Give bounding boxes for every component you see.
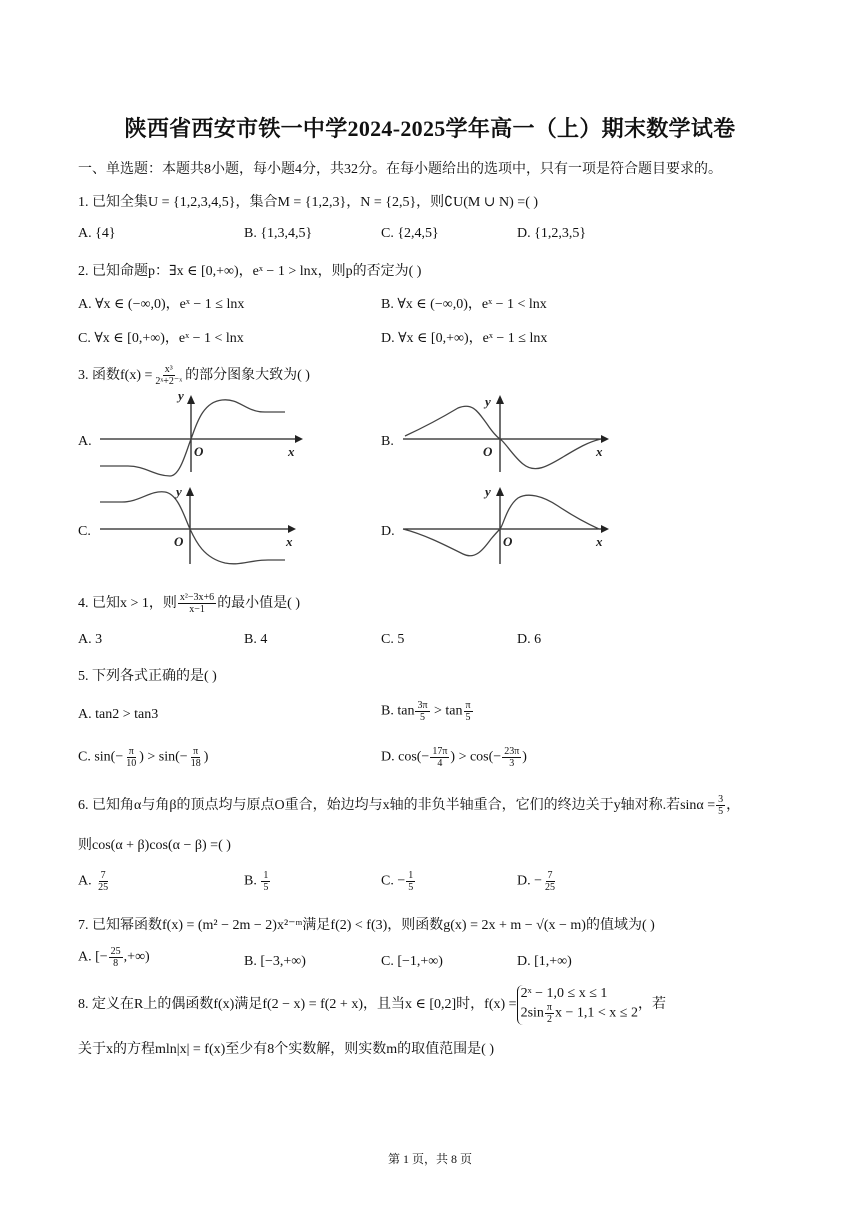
q4-frac-den: x−1 — [189, 604, 205, 616]
frac-num: π — [128, 746, 134, 757]
q3-option-d-label: D. — [381, 524, 395, 539]
frac-num: 1 — [263, 870, 269, 881]
question-6-line-2: 则cos(α + β)cos(α − β) =( ) — [78, 838, 231, 853]
frac-den: 18 — [190, 758, 201, 769]
frac-num: 3π — [417, 700, 428, 711]
q3-graph-d — [403, 484, 613, 564]
q4-option-a: A. 3 — [78, 632, 103, 647]
q6-option-d — [517, 870, 558, 893]
q5-d-end: ) — [522, 749, 527, 765]
question-6-line-1 — [78, 794, 740, 817]
q3-stem-post: 的部分图象大致为( ) — [185, 368, 310, 383]
q3-graph-a — [100, 388, 305, 472]
q8-case-2 — [521, 1002, 638, 1025]
x-label: x — [596, 534, 603, 549]
frac-num: 3 — [718, 794, 724, 806]
q3-option-a-label: A. — [78, 434, 92, 449]
opt-frac — [543, 870, 557, 893]
q5-c-end: ) — [203, 749, 209, 765]
frac-den: 25 — [98, 882, 109, 893]
frac-num: π — [193, 746, 199, 757]
page-title: 陕西省西安市铁一中学2024-2025学年高一（上）期末数学试卷 — [124, 116, 736, 141]
y-axis-arrow — [496, 395, 504, 404]
q6-line1-end: ， — [726, 798, 741, 813]
q3-option-b-label: B. — [381, 434, 394, 449]
q2-option-c: C. ∀x ∈ [0,+∞)，eˣ − 1 < lnx — [78, 331, 244, 346]
q5-option-a: A. tan2 > tan3 — [78, 707, 159, 722]
q4-option-b: B. 4 — [244, 632, 268, 647]
y-axis-arrow — [496, 487, 504, 496]
frac-num: 1 — [408, 870, 414, 881]
frac-den: 4 — [437, 758, 443, 769]
q4-option-c: C. 5 — [381, 632, 405, 647]
question-7-stem: 7. 已知幂函数f(x) = (m² − 2m − 2)x²⁻ᵐ满足f(2) < f(3)，则函数g(x) = 2x + m − √(x − m)的值域为( ) — [78, 918, 655, 933]
opt-pre: B. — [244, 873, 261, 889]
q1-option-d: D. {1,2,3,5} — [517, 226, 587, 241]
q5-option-b — [381, 700, 474, 723]
q6-line1-text: 6. 已知角α与角β的顶点均与原点O重合，始边均与x轴的非负半轴重合，它们的终边关于y轴对称.若sinα = — [78, 798, 716, 813]
question-8-line-1 — [78, 985, 666, 1025]
frac-num: 25 — [110, 946, 121, 957]
q5-d-pre: D. cos(− — [381, 749, 430, 765]
x-axis-arrow — [295, 435, 303, 443]
curve — [405, 406, 601, 468]
opt-pre: A. — [78, 873, 96, 889]
q7-option-b: B. [−3,+∞) — [244, 954, 306, 969]
frac-den: 5 — [718, 806, 724, 818]
q5-b-frac2 — [464, 700, 473, 723]
q5-option-d — [381, 746, 527, 769]
page-footer: 第 1 页，共 8 页 — [387, 1152, 472, 1166]
y-axis-arrow — [187, 395, 195, 404]
q4-option-d: D. 6 — [517, 632, 542, 647]
curve — [100, 492, 285, 564]
q8-case-1: 2ˣ − 1,0 ≤ x ≤ 1 — [520, 986, 608, 1001]
case2-frac — [545, 1002, 554, 1025]
x-axis-arrow — [601, 525, 609, 533]
q1-option-b: B. {1,3,4,5} — [244, 226, 313, 241]
case2-pre: 2sin — [520, 1005, 544, 1021]
frac-den: 2 — [546, 1014, 552, 1025]
q6-option-a — [78, 870, 111, 893]
case2-post: x − 1,1 < x ≤ 2 — [554, 1005, 638, 1021]
opt-frac — [109, 946, 123, 969]
frac-den: 5 — [263, 882, 269, 893]
question-2-stem: 2. 已知命题p：∃x ∈ [0,+∞)，eˣ − 1 > lnx，则p的否定为( ) — [78, 264, 422, 279]
q2-option-d: D. ∀x ∈ [0,+∞)，eˣ − 1 ≤ lnx — [381, 331, 548, 346]
q8-piecewise — [517, 985, 638, 1025]
q5-c-frac1 — [124, 746, 138, 769]
q3-graph-b — [403, 392, 613, 472]
y-axis-arrow — [186, 487, 194, 496]
q6-line1-frac — [716, 794, 725, 817]
q3-stem-pre: 3. 函数f(x) = — [78, 368, 153, 383]
opt-pre: A. [− — [78, 949, 108, 965]
frac-num: 17π — [432, 746, 448, 757]
frac-den: 5 — [419, 712, 425, 723]
q3-fraction — [153, 364, 184, 387]
question-8-line-2: 关于x的方程mln|x| = f(x)至少有8个实数解，则实数m的取值范围是( ) — [78, 1042, 494, 1057]
frac-den: 3 — [509, 758, 515, 769]
q6-option-c — [381, 870, 416, 893]
y-label: y — [485, 394, 491, 409]
curve — [100, 400, 285, 476]
q5-d-frac1 — [430, 746, 449, 769]
q1-option-a: A. {4} — [78, 226, 116, 241]
q5-c-mid: ) > sin(− — [139, 749, 188, 765]
q6-option-b — [244, 870, 271, 893]
y-label: y — [485, 484, 491, 499]
x-label: x — [286, 534, 293, 549]
q4-fraction — [178, 592, 216, 615]
q7-option-d: D. [1,+∞) — [517, 954, 572, 969]
frac-num: π — [465, 700, 471, 711]
q3-frac-num: x³ — [164, 364, 173, 376]
opt-end: ,+∞) — [123, 949, 150, 965]
frac-den: 25 — [545, 882, 556, 893]
y-label: y — [176, 484, 182, 499]
q5-b-pre: B. tan — [381, 703, 415, 719]
opt-frac — [406, 870, 415, 893]
q2-option-a: A. ∀x ∈ (−∞,0)，eˣ − 1 ≤ lnx — [78, 297, 245, 312]
q4-frac-num: x²−3x+6 — [179, 592, 215, 604]
section-heading: 一、单选题：本题共8小题，每小题4分，共32分。在每小题给出的选项中，只有一项是符合题目要求的。 — [78, 162, 722, 177]
origin-label: O — [503, 534, 513, 549]
frac-den: 8 — [113, 958, 119, 969]
frac-num: 7 — [100, 870, 106, 881]
q8-post: ，若 — [637, 997, 666, 1013]
q5-b-mid: > tan — [430, 703, 463, 719]
q3-frac-den: 2ˣ+2⁻ˣ — [155, 376, 183, 388]
frac-num: π — [546, 1002, 552, 1013]
question-3-stem — [78, 364, 310, 387]
q5-d-mid: ) > cos(− — [450, 749, 502, 765]
frac-den: 10 — [126, 758, 137, 769]
question-1-stem: 1. 已知全集U = {1,2,3,4,5}，集合M = {1,2,3}，N = {2,5}，则∁U(M ∪ N) =( ) — [78, 195, 539, 210]
opt-frac — [261, 870, 270, 893]
q5-d-frac2 — [502, 746, 521, 769]
origin-label: O — [483, 444, 493, 459]
origin-label: O — [174, 534, 184, 549]
q5-b-frac1 — [415, 700, 429, 723]
question-5-stem: 5. 下列各式正确的是( ) — [78, 669, 217, 684]
frac-num: 23π — [504, 746, 520, 757]
q7-option-c: C. [−1,+∞) — [381, 954, 443, 969]
frac-den: 5 — [465, 712, 471, 723]
question-4-stem — [78, 592, 300, 615]
q5-c-pre: C. sin(− — [78, 749, 124, 765]
y-label: y — [178, 388, 184, 403]
q5-c-frac2 — [189, 746, 203, 769]
q8-pre: 8. 定义在R上的偶函数f(x)满足f(2 − x) = f(2 + x)，且当x ∈ [0,2]时，f(x) = — [78, 997, 517, 1013]
opt-pre: C. − — [381, 873, 406, 889]
opt-pre: D. − — [517, 873, 543, 889]
q7-option-a — [78, 946, 150, 969]
origin-label: O — [194, 444, 204, 459]
x-axis-arrow — [288, 525, 296, 533]
x-label: x — [288, 444, 295, 459]
q3-option-c-label: C. — [78, 524, 91, 539]
q4-stem-post: 的最小值是( ) — [217, 596, 301, 611]
curve — [403, 495, 599, 556]
q2-option-b: B. ∀x ∈ (−∞,0)，eˣ − 1 < lnx — [381, 297, 547, 312]
q1-option-c: C. {2,4,5} — [381, 226, 439, 241]
frac-num: 7 — [547, 870, 553, 881]
q5-option-c — [78, 746, 208, 769]
opt-frac — [96, 870, 110, 893]
q4-stem-pre: 4. 已知x > 1，则 — [78, 596, 177, 611]
frac-den: 5 — [408, 882, 414, 893]
q3-graph-c — [100, 484, 305, 564]
x-label: x — [596, 444, 603, 459]
x-axis-arrow — [601, 435, 609, 443]
